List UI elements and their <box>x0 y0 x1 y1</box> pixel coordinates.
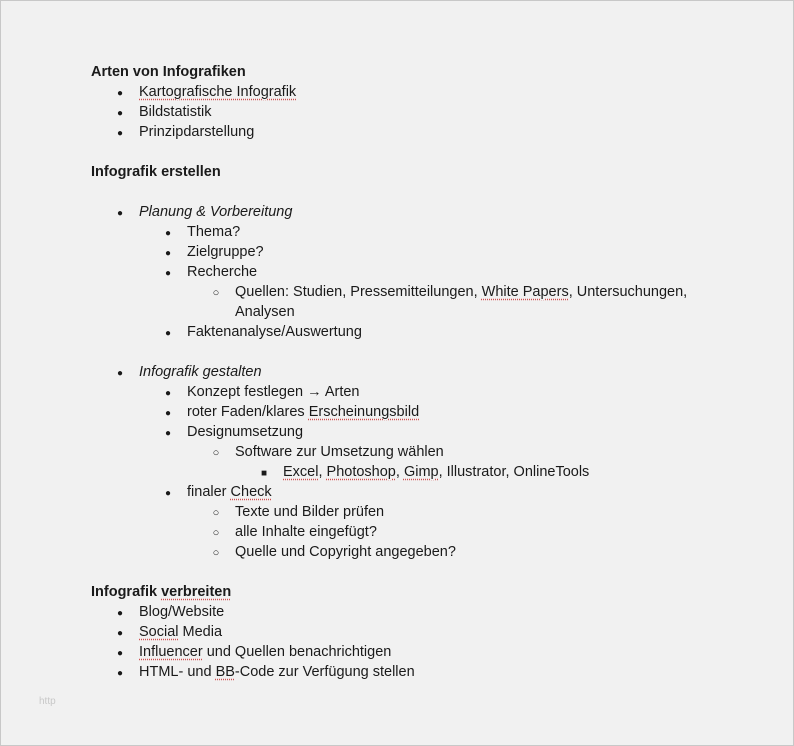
list-erstellen <box>91 202 751 342</box>
bullet-dot-icon <box>161 402 175 424</box>
bullet-dot-icon <box>161 422 175 444</box>
list-item: ● Zielgruppe? <box>91 242 751 262</box>
list-item: ● Bildstatistik <box>91 102 751 122</box>
list-item: ● Social Media <box>91 622 751 642</box>
bullet-dot-icon <box>113 662 127 684</box>
list-item: ● Planung & Vorbereitung <box>91 202 751 222</box>
bullet-dot-icon <box>113 82 127 104</box>
bullet-dot-icon <box>161 382 175 404</box>
bullet-dot-icon <box>113 362 127 384</box>
bullet-dot-icon <box>113 122 127 144</box>
bullet-dot-icon <box>161 242 175 264</box>
bullet-circle-icon <box>209 442 223 463</box>
list-gestalten <box>91 362 751 562</box>
list-item: ● Designumsetzung <box>91 422 751 442</box>
list-item: ○ Software zur Umsetzung wählen <box>91 442 751 462</box>
list-item: ● finaler Check <box>91 482 751 502</box>
list-item: ○ Quelle und Copyright angegeben? <box>91 542 751 562</box>
list-verbreiten <box>91 602 751 682</box>
list-item: ● Kartografische Infografik <box>91 82 751 102</box>
list-item: ○ Quellen: Studien, Pressemitteilungen, White Papers, Untersuchungen, Analysen <box>91 282 751 322</box>
bullet-dot-icon <box>161 322 175 344</box>
bullet-circle-icon <box>209 282 223 303</box>
bullet-dot-icon <box>161 262 175 284</box>
watermark: http <box>39 696 56 707</box>
bullet-circle-icon <box>209 542 223 563</box>
heading-arten: Arten von Infografiken <box>91 64 246 80</box>
bullet-circle-icon <box>209 502 223 523</box>
bullet-dot-icon <box>113 602 127 624</box>
bullet-square-icon <box>257 462 271 484</box>
list-item: ● Thema? <box>91 222 751 242</box>
document-body <box>91 62 751 682</box>
list-item: ● Influencer und Quellen benachrichtigen <box>91 642 751 662</box>
heading-erstellen: Infografik erstellen <box>91 164 221 180</box>
heading-verbreiten: Infografik verbreiten <box>91 584 232 600</box>
list-item: ● Faktenanalyse/Auswertung <box>91 322 751 342</box>
list-item: ● Infografik gestalten <box>91 362 751 382</box>
bullet-circle-icon <box>209 522 223 543</box>
list-item: ● Prinzipdarstellung <box>91 122 751 142</box>
bullet-dot-icon <box>113 622 127 644</box>
list-arten <box>91 82 751 142</box>
list-item: ● Recherche <box>91 262 751 282</box>
list-item: ● roter Faden/klares Erscheinungsbild <box>91 402 751 422</box>
list-item: ● Blog/Website <box>91 602 751 622</box>
list-item: ○ Texte und Bilder prüfen <box>91 502 751 522</box>
bullet-dot-icon <box>113 642 127 664</box>
bullet-dot-icon <box>161 222 175 244</box>
bullet-dot-icon <box>161 482 175 504</box>
list-item: ● HTML- und BB-Code zur Verfügung stellen <box>91 662 751 682</box>
bullet-dot-icon <box>113 102 127 124</box>
bullet-dot-icon <box>113 202 127 224</box>
list-item: ● Konzept festlegen → Arten <box>91 382 751 402</box>
list-item: ○ alle Inhalte eingefügt? <box>91 522 751 542</box>
list-item: ■ Excel, Photoshop, Gimp, Illustrator, OnlineTools <box>91 462 751 482</box>
